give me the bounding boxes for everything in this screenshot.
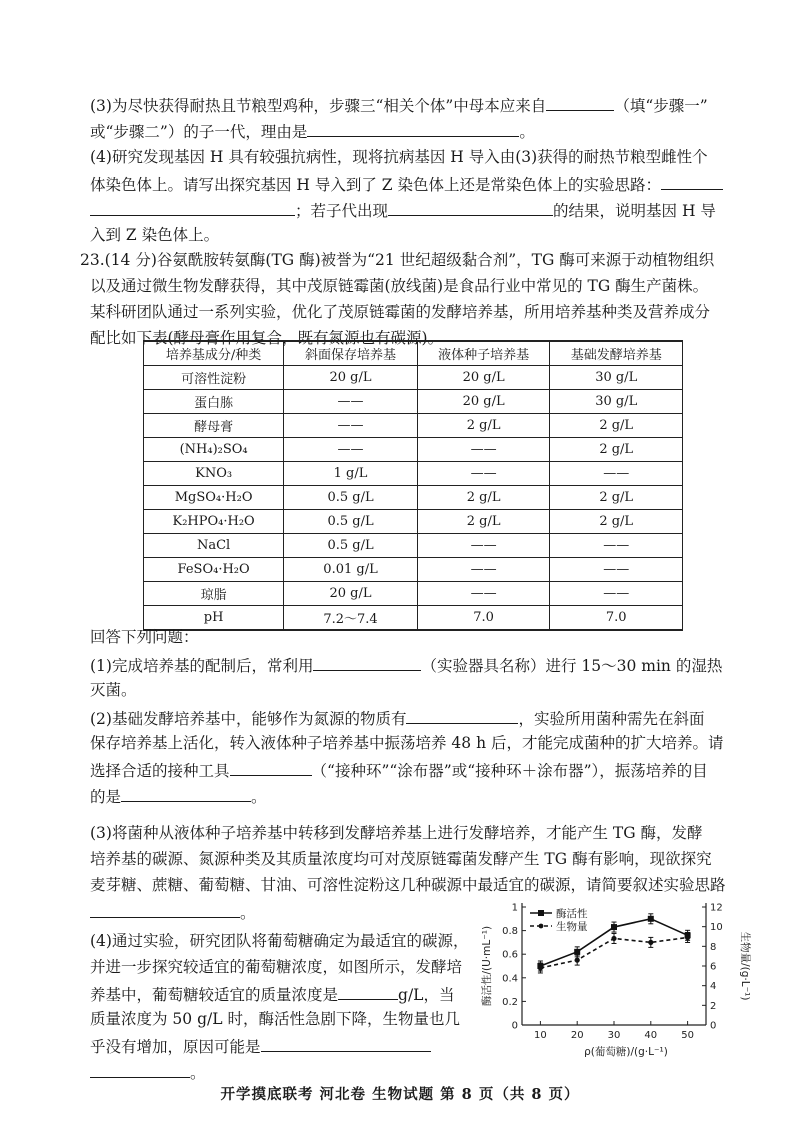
table-cell: 20 g/L [284, 582, 418, 606]
left-tick-label: 0.2 [502, 996, 518, 1008]
glucose-chart [470, 893, 760, 1058]
q23-part1-line2: 灭菌。 [90, 681, 137, 699]
x-tick-label: 40 [644, 1030, 658, 1041]
table-cell: 2 g/L [550, 414, 683, 438]
left-tick-label: 0.8 [502, 926, 518, 938]
table-cell: 蛋白胨 [144, 390, 284, 414]
table-cell: NaCl [144, 534, 284, 558]
table-cell: 2 g/L [417, 486, 550, 510]
table-row [144, 486, 683, 510]
table-row [144, 462, 683, 486]
q23-part4-line1: (4)通过实验，研究团队将葡萄糖确定为最适宜的碳源， [90, 932, 469, 950]
answer-blank[interactable] [121, 785, 251, 802]
table-header: 斜面保存培养基 [284, 341, 418, 366]
table-cell: 0.5 g/L [284, 486, 418, 510]
q23-intro-line1: 23.(14 分)谷氨酰胺转氨酶(TG 酶)被誉为“21 世纪超级黏合剂”，TG 酶可来源于动植物组织 [80, 251, 715, 269]
q22-part4-line3: ；若子代出现 的结果，说明基因 H 导 [90, 199, 740, 221]
table-cell: 20 g/L [417, 390, 550, 414]
answer-blank[interactable] [90, 199, 295, 216]
left-tick-label: 0.4 [502, 973, 518, 985]
biomass-point [685, 935, 690, 940]
q23-part3-line4: 。 [90, 901, 740, 923]
answer-blank[interactable] [307, 120, 519, 137]
q23-part3-line2: 培养基的碳源、氮源种类及其质量浓度均可对茂原链霉菌发酵产生 TG 酶有影响，现欲探究 [90, 850, 712, 868]
q23-part2-line3: 选择合适的接种工具 （“接种环”“涂布器”或“接种环＋涂布器”），振荡培养的目 [90, 759, 740, 781]
table-cell: 20 g/L [284, 366, 418, 390]
q23-part2-line2: 保存培养基上活化，转入液体种子培养基中振荡培养 48 h 后，才能完成菌种的扩大培养。请 [90, 734, 724, 752]
biomass-point [538, 965, 543, 970]
x-axis-label: ρ(葡萄糖)/(g·L⁻¹) [584, 1046, 668, 1058]
q23-intro-line3: 某科研团队通过一系列实验，优化了茂原链霉菌的发酵培养基，所用培养基种类及营养成分 [90, 303, 711, 321]
table-cell: 0.5 g/L [284, 510, 418, 534]
q23-intro-line4: 配比如下表(酵母膏作用复合，既有氮源也有碳源)。 [90, 329, 444, 347]
table-cell: —— [417, 438, 550, 462]
table-header: 液体种子培养基 [417, 341, 550, 366]
legend-marker [539, 924, 544, 929]
right-tick-label: 6 [710, 961, 717, 973]
table-cell: K₂HPO₄·H₂O [144, 510, 284, 534]
x-tick-label: 50 [681, 1030, 694, 1041]
table-cell: KNO₃ [144, 462, 284, 486]
table-cell: 酵母膏 [144, 414, 284, 438]
answer-blank[interactable] [388, 199, 553, 216]
right-tick-label: 0 [710, 1020, 717, 1032]
right-axis-label: 生物量/(g·L⁻¹) [739, 931, 751, 1001]
answer-blank[interactable] [313, 654, 421, 671]
table-cell: —— [550, 534, 683, 558]
q23-part4-line3: 养基中，葡萄糖较适宜的质量浓度是 g/L，当 [90, 983, 470, 1005]
right-tick-label: 8 [710, 941, 717, 953]
table-cell: 1 g/L [284, 462, 418, 486]
table-cell: —— [284, 438, 418, 462]
table-cell: —— [417, 534, 550, 558]
enzyme-activity-point [574, 949, 580, 955]
q22-part3-line2: 或“步骤二”）的子一代，理由是 。 [90, 120, 740, 142]
table-cell: 2 g/L [550, 510, 683, 534]
left-tick-label: 0.6 [502, 949, 518, 961]
answer-blank[interactable] [338, 983, 398, 1000]
q23-part4-line6: 。 [90, 1061, 470, 1083]
table-cell: 7.0 [417, 606, 550, 631]
table-cell: 2 g/L [550, 438, 683, 462]
q23-part2-line1: (2)基础发酵培养基中，能够作为氮源的物质有 ，实验所用菌种需先在斜面 [90, 707, 740, 729]
table-cell: 琼脂 [144, 582, 284, 606]
answer-blank[interactable] [90, 1061, 190, 1078]
q23-part2-line4: 的是 。 [90, 785, 740, 807]
table-row [144, 414, 683, 438]
right-tick-label: 2 [710, 1000, 717, 1012]
table-cell: —— [417, 462, 550, 486]
table-header: 基础发酵培养基 [550, 341, 683, 366]
table-cell: 2 g/L [417, 414, 550, 438]
answer-blank[interactable] [406, 707, 518, 724]
table-row [144, 438, 683, 462]
table-row [144, 582, 683, 606]
enzyme-activity-point [648, 916, 654, 922]
left-axis-label: 酶活性/(U·mL⁻¹) [481, 925, 493, 1007]
answer-blank[interactable] [261, 1035, 431, 1052]
biomass-point [575, 958, 580, 963]
table-cell: 可溶性淀粉 [144, 366, 284, 390]
table-cell: FeSO₄·H₂O [144, 558, 284, 582]
table-cell: —— [550, 462, 683, 486]
q23-part4-line4: 质量浓度为 50 g/L 时，酶活性急剧下降，生物量也几 [90, 1010, 460, 1028]
table-header-row [144, 341, 683, 366]
medium-table [143, 340, 683, 631]
table-cell: pH [144, 606, 284, 631]
q23-intro-line2: 以及通过微生物发酵获得，其中茂原链霉菌(放线菌)是食品行业中常见的 TG 酶生产菌株。 [90, 277, 709, 295]
table-cell: —— [417, 582, 550, 606]
q23-part3-line1: (3)将菌种从液体种子培养基中转移到发酵培养基上进行发酵培养，才能产生 TG 酶，发酵 [90, 824, 703, 842]
right-tick-label: 4 [710, 981, 717, 993]
table-row [144, 534, 683, 558]
x-tick-label: 10 [534, 1030, 547, 1041]
q23-part4-line2: 并进一步探究较适宜的葡萄糖浓度，如图所示，发酵培 [90, 958, 463, 976]
x-tick-label: 30 [607, 1030, 621, 1041]
right-tick-label: 12 [710, 902, 723, 914]
table-cell: 20 g/L [417, 366, 550, 390]
answer-prompt: 回答下列问题： [90, 628, 199, 646]
left-tick-label: 0 [511, 1020, 518, 1032]
table-cell: 2 g/L [550, 486, 683, 510]
answer-blank[interactable] [661, 173, 723, 190]
answer-blank[interactable] [90, 901, 240, 918]
table-cell: 2 g/L [417, 510, 550, 534]
table-cell: 30 g/L [550, 366, 683, 390]
table-cell: 0.5 g/L [284, 534, 418, 558]
table-cell: 30 g/L [550, 390, 683, 414]
table-cell: 7.0 [550, 606, 683, 631]
table-cell: MgSO₄·H₂O [144, 486, 284, 510]
q23-part3-line3: 麦芽糖、蔗糖、葡萄糖、甘油、可溶性淀粉这几种碳源中最适宜的碳源，请简要叙述实验思路 [90, 876, 726, 894]
legend-marker [538, 910, 544, 916]
answer-blank[interactable] [230, 759, 312, 776]
table-cell: 7.2～7.4 [284, 606, 418, 631]
table-cell: —— [284, 390, 418, 414]
q23-part4-line5: 乎没有增加，原因可能是 [90, 1035, 470, 1057]
left-tick-label: 1 [511, 902, 518, 914]
q22-part4-line1: (4)研究发现基因 H 具有较强抗病性，现将抗病基因 H 导入由(3)获得的耐热节粮型雌性个 [90, 148, 708, 166]
table-cell: (NH₄)₂SO₄ [144, 438, 284, 462]
table-cell: —— [550, 582, 683, 606]
legend-label: 生物量 [556, 921, 588, 933]
right-tick-label: 10 [710, 922, 723, 934]
q22-part3-line1: (3)为尽快获得耐热且节粮型鸡种，步骤三“相关个体”中母本应来自 （填“步骤一” [90, 94, 740, 116]
q23-part1-line1: (1)完成培养基的配制后，常利用 （实验器具名称）进行 15～30 min 的湿热 [90, 654, 740, 676]
table-row [144, 510, 683, 534]
biomass-point [648, 940, 653, 945]
table-row [144, 366, 683, 390]
x-tick-label: 20 [570, 1030, 584, 1041]
table-row [144, 390, 683, 414]
answer-blank[interactable] [546, 94, 614, 111]
table-cell: —— [417, 558, 550, 582]
page-footer: 开学摸底联考 河北卷 生物试题 第 8 页（共 8 页） [220, 1086, 580, 1103]
table-cell: —— [550, 558, 683, 582]
q22-part4-line4: 入到 Z 染色体上。 [90, 226, 220, 244]
table-cell: 0.01 g/L [284, 558, 418, 582]
table-cell: —— [284, 414, 418, 438]
table-row [144, 558, 683, 582]
biomass-point [611, 936, 616, 941]
q22-part4-line2: 体染色体上。请写出探究基因 H 导入到了 Z 染色体上还是常染色体上的实验思路： [90, 173, 740, 195]
enzyme-activity-point [611, 924, 617, 930]
table-header: 培养基成分/种类 [144, 341, 284, 366]
legend-label: 酶活性 [556, 908, 588, 920]
